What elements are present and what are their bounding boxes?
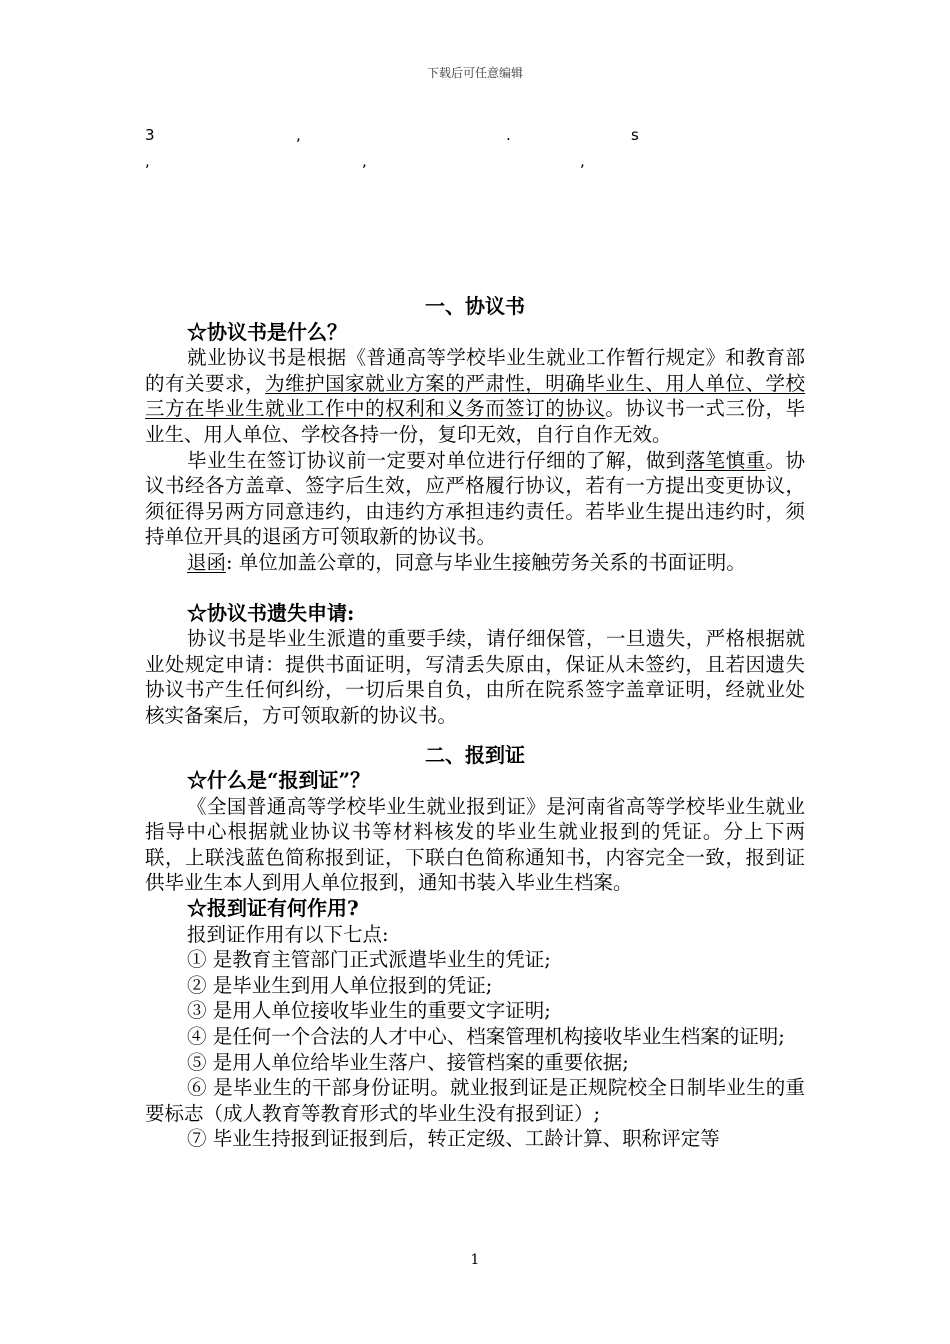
fragment-text: , [362, 152, 367, 170]
page-number: 1 [470, 1252, 480, 1268]
fragment-text: , [580, 152, 585, 170]
paragraph: 就业协议书是根据《普通高等学校毕业生就业工作暂行规定》和教育部的有关要求，为维护国家就业方案的严肃性，明确毕业生、用人单位、学校三方在毕业生就业工作中的权利和义务而签订的协议。协议书一式三份，毕业生、用人单位、学校各持一份，复印无效，自行自作无效。 [145, 346, 805, 446]
paragraph: 毕业生在签订协议前一定要对单位进行仔细的了解，做到落笔慎重。协议书经各方盖章、签字后生效，应严格履行协议，若有一方提出变更协议，须征得另两方同意违约，由违约方承担违约责任。若毕业生提出违约时，须持单位开具的退函方可领取新的协议书。 [145, 448, 805, 549]
underlined-text: 为维护国家就业方案的严肃性，明确毕业生、用人单位、学校三方在毕业生就业工作中的权利和义务而签订的协议 [145, 371, 805, 421]
page-header: 下载后可任意编辑 [426, 66, 523, 80]
underlined-text: 退函 [187, 550, 227, 574]
fragment-text: s [631, 126, 639, 144]
question-heading: ☆什么是“报到证”？ [187, 768, 371, 793]
section-title: 一、协议书 [425, 294, 525, 318]
list-item: ① 是教育主管部门正式派遣毕业生的凭证; [187, 948, 551, 972]
question-heading: ☆协议书是什么？ [187, 319, 347, 344]
list-item: ⑥ 是毕业生的干部身份证明。就业报到证是正规院校全日制毕业生的重要标志（成人教育等教育形式的毕业生没有报到证）; [145, 1076, 805, 1125]
underlined-text: 落笔慎重 [685, 448, 766, 472]
section-title: 二、报到证 [425, 742, 525, 767]
list-item: ② 是毕业生到用人单位报到的凭证; [187, 973, 493, 997]
list-item: ⑦ 毕业生持报到证报到后，转正定级、工龄计算、职称评定等 [187, 1127, 720, 1151]
paragraph: 协议书是毕业生派遣的重要手续，请仔细保管，一旦遗失，严格根据就业处规定申请：提供书面证明，写清丢失原由，保证从未签约，且若因遗失协议书产生任何纠纷，一切后果自负，由所在院系签字盖章证明，经就业处核实备案后，方可领取新的协议书。 [145, 627, 805, 727]
paragraph: 《全国普通高等学校毕业生就业报到证》是河南省高等学校毕业生就业指导中心根据就业协议书等材料核发的毕业生就业报到的凭证。分上下两联，上联浅蓝色简称报到证，下联白色简称通知书，内容完全一致，报到证供毕业生本人到用人单位报到，通知书装入毕业生档案。 [145, 794, 805, 895]
paragraph: 退函: 单位加盖公章的，同意与毕业生接触劳务关系的书面证明。 [187, 550, 746, 574]
paragraph: 报到证作用有以下七点: [187, 922, 389, 946]
document-body [145, 294, 805, 1152]
fragment-text: , [145, 152, 150, 170]
question-heading: ☆协议书遗失申请: [187, 600, 355, 625]
list-item: ④ 是任何一个合法的人才中心、档案管理机构接收毕业生档案的证明; [187, 1025, 785, 1049]
fragment-text: , [296, 126, 301, 144]
list-item: ③ 是用人单位接收毕业生的重要文字证明; [187, 999, 551, 1023]
question-heading: ☆报到证有何作用? [187, 896, 359, 921]
fragment-text: . [506, 126, 511, 144]
list-item: ⑤ 是用人单位给毕业生落户、接管档案的重要依据; [187, 1050, 629, 1074]
fragment-text: 3 [145, 126, 155, 144]
